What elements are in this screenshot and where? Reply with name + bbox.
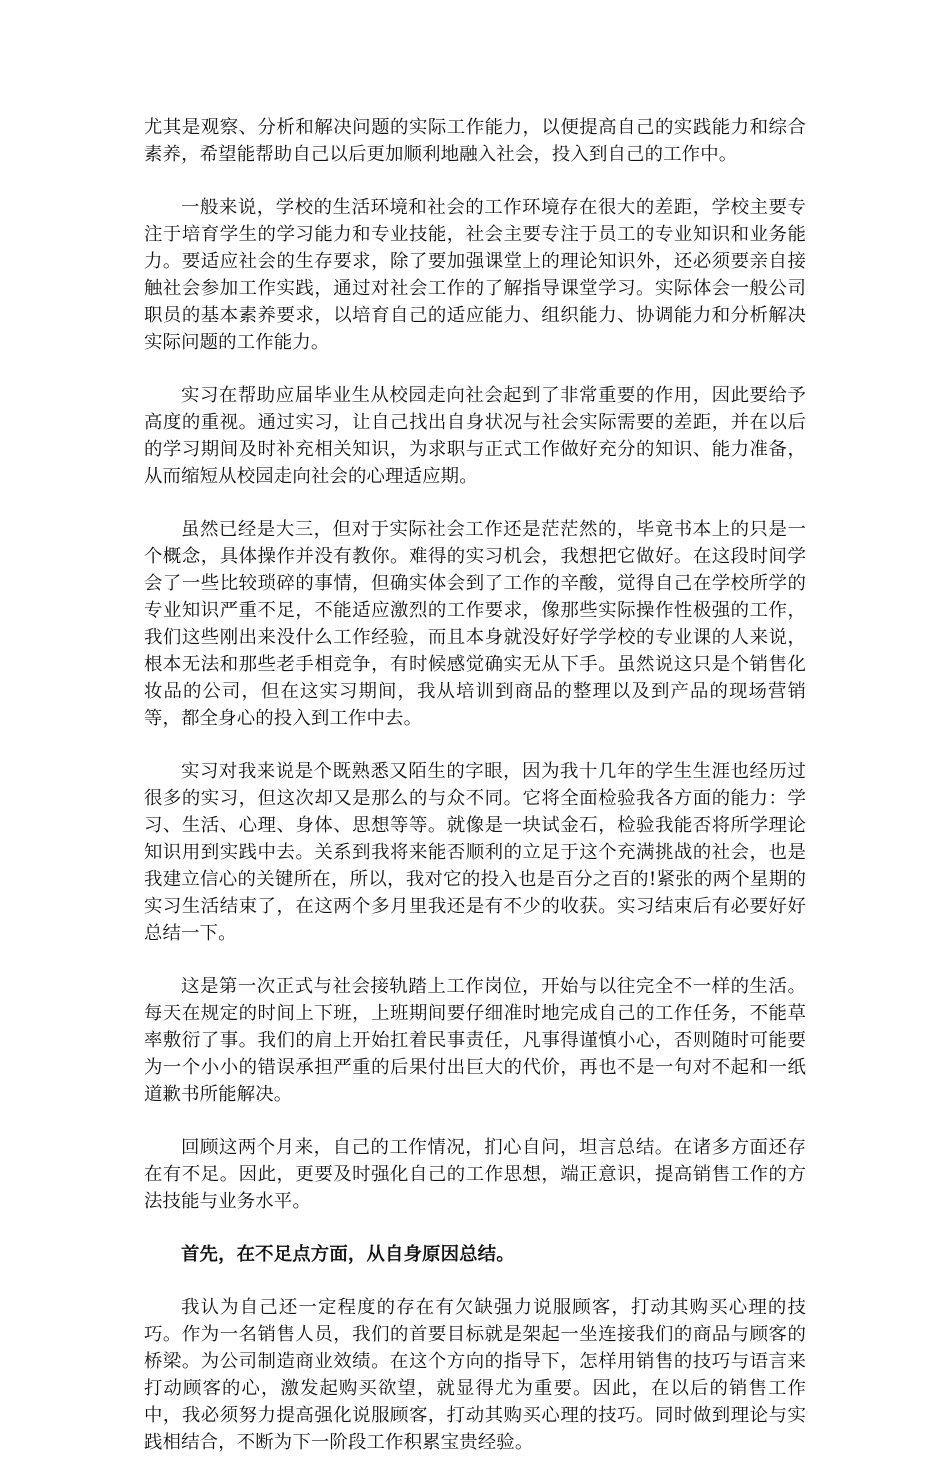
paragraph-3: 实习在帮助应届毕业生从校园走向社会起到了非常重要的作用，因此要给予高度的重视。通过实习，让自己找出自身状况与社会实际需要的差距，并在以后的学习期间及时补充相关知识，为求职与正式工作做好充分的知识、能力准备，从而缩短从校园走向社会的心理适应期。 — [144, 385, 806, 487]
section-heading: 首先，在不足点方面，从自身原因总结。 — [181, 1244, 515, 1265]
document-body — [144, 114, 806, 1482]
paragraph-5: 实习对我来说是个既熟悉又陌生的字眼，因为我十几年的学生生涯也经历过很多的实习，但这次却又是那么的与众不同。它将全面检验我各方面的能力：学习、生活、心理、身体、思想等等。就像是一块试金石，检验我能否将所学理论知识用到实践中去。关系到我将来能否顺利的立足于这个充满挑战的社会，也是我建立信心的关键所在，所以，我对它的投入也是百分之百的!紧张的两个星期的实习生活结束了，在这两个多月里我还是有不少的收获。实习结束后有必要好好总结一下。 — [144, 761, 806, 944]
paragraph-8: 我认为自己还一定程度的存在有欠缺强力说服顾客，打动其购买心理的技巧。作为一名销售人员，我们的首要目标就是架起一坐连接我们的商品与顾客的桥梁。为公司制造商业效绩。在这个方向的指导下，怎样用销售的技巧与语言来打动顾客的心，激发起购买欲望，就显得尤为重要。因此，在以后的销售工作中，我必须努力提高强化说服顾客，打动其购买心理的技巧。同时做到理论与实践相结合，不断为下一阶段工作积累宝贵经验。 — [144, 1297, 806, 1453]
paragraph-4: 虽然已经是大三，但对于实际社会工作还是茫茫然的，毕竟书本上的只是一个概念，具体操作并没有教你。难得的实习机会，我想把它做好。在这段时间学会了一些比较琐碎的事情，但确实体会到了工作的辛酸，觉得自己在学校所学的专业知识严重不足，不能适应激烈的工作要求，像那些实际操作性极强的工作，我们这些刚出来没什么工作经验，而且本身就没好好学学校的专业课的人来说，根本无法和那些老手相竞争，有时候感觉确实无从下手。虽然说这只是个销售化妆品的公司，但在这实习期间，我从培训到商品的整理以及到产品的现场营销等，都全身心的投入到工作中去。 — [144, 519, 806, 729]
paragraph-6: 这是第一次正式与社会接轨踏上工作岗位，开始与以往完全不一样的生活。每天在规定的时间上下班，上班期间要仔细准时地完成自己的工作任务，不能草率敷衍了事。我们的肩上开始扛着民事责任，凡事得谨慎小心，否则随时可能要为一个小小的错误承担严重的后果付出巨大的代价，再也不是一句对不起和一纸道歉书所能解决。 — [144, 976, 806, 1105]
paragraph-7: 回顾这两个月来，自己的工作情况，扪心自问，坦言总结。在诸多方面还存在有不足。因此，更要及时强化自己的工作思想，端正意识，提高销售工作的方法技能与业务水平。 — [144, 1137, 806, 1212]
paragraph-1: 尤其是观察、分析和解决问题的实际工作能力，以便提高自己的实践能力和综合素养，希望能帮助自己以后更加顺利地融入社会，投入到自己的工作中。 — [144, 117, 806, 165]
paragraph-2: 一般来说，学校的生活环境和社会的工作环境存在很大的差距，学校主要专注于培育学生的学习能力和专业技能，社会主要专注于员工的专业知识和业务能力。要适应社会的生存要求，除了要加强课堂上的理论知识外，还必须要亲自接触社会参加工作实践，通过对社会工作的了解指导课堂学习。实际体会一般公司职员的基本素养要求，以培育自己的适应能力、组织能力、协调能力和分析解决实际问题的工作能力。 — [144, 197, 806, 353]
